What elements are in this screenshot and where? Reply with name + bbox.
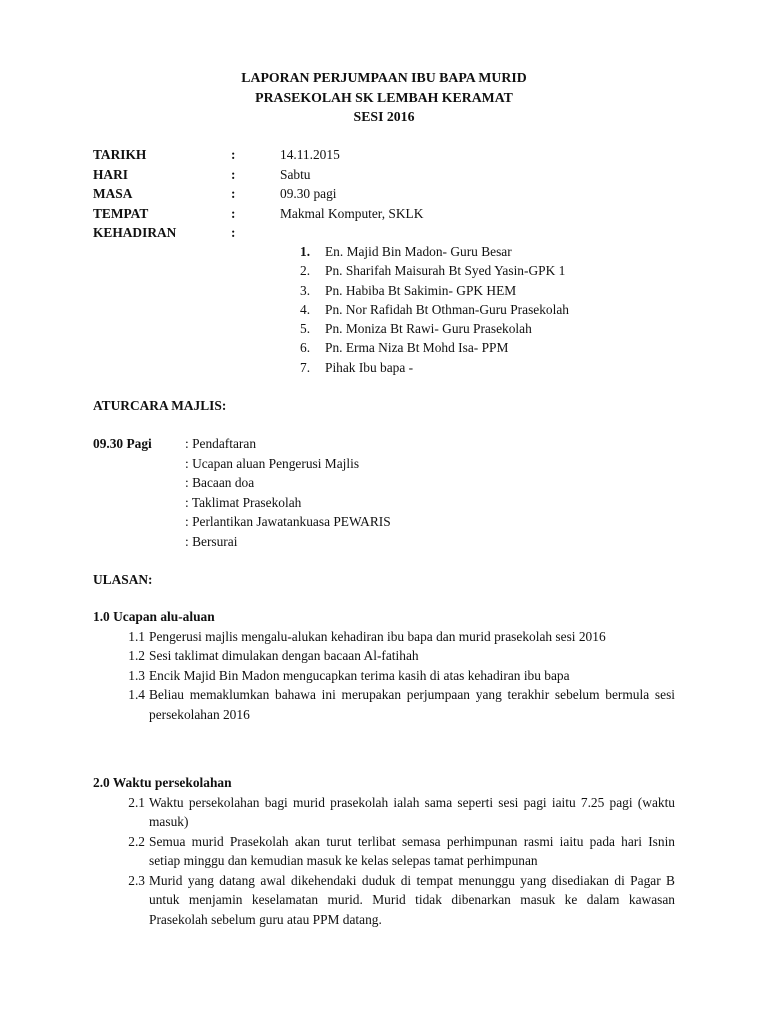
title-line-2: PRASEKOLAH SK LEMBAH KERAMAT	[255, 89, 513, 105]
list-item	[93, 832, 675, 871]
programme-item: : Pendaftaran	[185, 436, 257, 451]
attendance-number: 3.	[300, 282, 311, 298]
item-number: 2.2	[128, 833, 145, 849]
programme-item: : Ucapan aluan Pengerusi Majlis	[185, 455, 360, 471]
report-title	[0, 68, 768, 127]
attendance-name: Pn. Erma Niza Bt Mohd Isa- PPM	[325, 340, 509, 356]
programme-row	[93, 493, 593, 513]
programme-item: : Taklimat Prasekolah	[185, 494, 302, 510]
item-text: Encik Majid Bin Madon mengucapkan terima kasih di atas kehadiran ibu bapa	[149, 667, 570, 683]
title-line-1: LAPORAN PERJUMPAAN IBU BAPA MURID	[241, 70, 527, 85]
attendance-item	[300, 358, 680, 377]
attendance-number: 6.	[300, 340, 311, 356]
item-text: Waktu persekolahan bagi murid prasekolah ialah sama seperti sesi pagi iaitu 7.25 pagi (waktu masuk)	[149, 794, 675, 829]
programme-row	[93, 532, 593, 552]
programme-time: 09.30 Pagi	[93, 436, 152, 451]
programme-item: : Perlantikan Jawatankuasa PEWARIS	[185, 514, 391, 529]
section-title: 2.0 Waktu persekolahan	[93, 775, 232, 790]
attendance-item	[300, 281, 680, 300]
aturcara-heading: ATURCARA MAJLIS:	[93, 398, 227, 413]
attendance-item	[300, 300, 680, 319]
title-line-3: SESI 2016	[353, 109, 415, 124]
info-value: Makmal Komputer, SKLK	[280, 205, 424, 221]
section-ucapan	[93, 607, 675, 724]
list-item	[93, 646, 675, 666]
info-row-kehadiran	[93, 223, 693, 243]
attendance-name: Pn. Habiba Bt Sakimin- GPK HEM	[325, 282, 517, 298]
info-colon: :	[231, 166, 236, 182]
programme-list	[93, 434, 593, 551]
attendance-number: 1.	[300, 244, 311, 259]
list-item	[93, 793, 675, 832]
item-text: Semua murid Prasekolah akan turut terlibat semasa perhimpunan rasmi iaitu pada hari Isnin setiap minggu dan kemudian masuk ke kelas selepas tamat perhimpunan	[149, 833, 675, 868]
info-colon: :	[231, 147, 236, 162]
info-key: TEMPAT	[93, 205, 149, 221]
list-item	[93, 627, 675, 647]
item-number: 1.2	[128, 648, 145, 663]
attendance-item	[300, 261, 680, 280]
item-text: Murid yang datang awal dikehendaki duduk di tempat menunggu yang disediakan di Pagar B untuk menjamin keselamatan murid. Murid tidak dibenarkan masuk ke dalam kawasan Prasekolah sebelum guru atau PPM datang.	[149, 872, 675, 927]
attendance-list	[300, 242, 680, 377]
info-row-tarikh	[93, 145, 693, 165]
item-number: 1.4	[128, 687, 145, 702]
info-row-masa	[93, 184, 693, 204]
info-key: MASA	[93, 186, 133, 201]
item-text: Beliau memaklumkan bahawa ini merupakan perjumpaan yang terakhir sebelum bermula sesi persekolahan 2016	[149, 687, 675, 722]
item-number: 2.1	[128, 794, 145, 810]
info-colon: :	[231, 225, 236, 240]
attendance-item	[300, 338, 680, 357]
list-item	[93, 666, 675, 686]
attendance-name: En. Majid Bin Madon- Guru Besar	[325, 244, 512, 259]
list-item	[93, 871, 675, 930]
info-value: 09.30 pagi	[280, 186, 337, 201]
item-text: Sesi taklimat dimulakan dengan bacaan Al-fatihah	[149, 648, 419, 663]
item-number: 1.1	[128, 628, 145, 644]
info-row-hari	[93, 165, 693, 185]
attendance-number: 5.	[300, 321, 311, 337]
attendance-number: 7.	[300, 359, 311, 375]
programme-row	[93, 434, 593, 454]
attendance-name: Pn. Nor Rafidah Bt Othman-Guru Prasekolah	[325, 301, 569, 317]
item-text: Pengerusi majlis mengalu-alukan kehadiran ibu bapa dan murid prasekolah sesi 2016	[149, 628, 606, 644]
programme-row	[93, 454, 593, 474]
meeting-info	[93, 145, 693, 243]
info-value: 14.11.2015	[280, 147, 340, 162]
item-number: 2.3	[128, 872, 145, 888]
attendance-item	[300, 242, 680, 261]
programme-row	[93, 512, 593, 532]
info-value	[280, 223, 693, 243]
info-key: HARI	[93, 166, 128, 182]
info-colon: :	[231, 205, 236, 221]
info-colon: :	[231, 186, 236, 201]
info-key: TARIKH	[93, 147, 147, 162]
programme-row	[93, 473, 593, 493]
ulasan-heading: ULASAN:	[93, 572, 153, 587]
attendance-item	[300, 319, 680, 338]
attendance-number: 4.	[300, 301, 311, 317]
info-row-tempat	[93, 204, 693, 224]
list-item	[93, 685, 675, 724]
attendance-number: 2.	[300, 263, 311, 279]
section-title: 1.0 Ucapan alu-aluan	[93, 609, 215, 624]
attendance-name: Pihak Ibu bapa -	[325, 359, 414, 375]
attendance-name: Pn. Moniza Bt Rawi- Guru Prasekolah	[325, 321, 532, 337]
programme-item: : Bersurai	[185, 533, 238, 549]
item-number: 1.3	[128, 667, 145, 683]
programme-item: : Bacaan doa	[185, 475, 255, 490]
info-value: Sabtu	[280, 166, 311, 182]
info-key: KEHADIRAN	[93, 225, 177, 240]
attendance-name: Pn. Sharifah Maisurah Bt Syed Yasin-GPK 1	[325, 263, 566, 279]
section-waktu	[93, 773, 675, 929]
